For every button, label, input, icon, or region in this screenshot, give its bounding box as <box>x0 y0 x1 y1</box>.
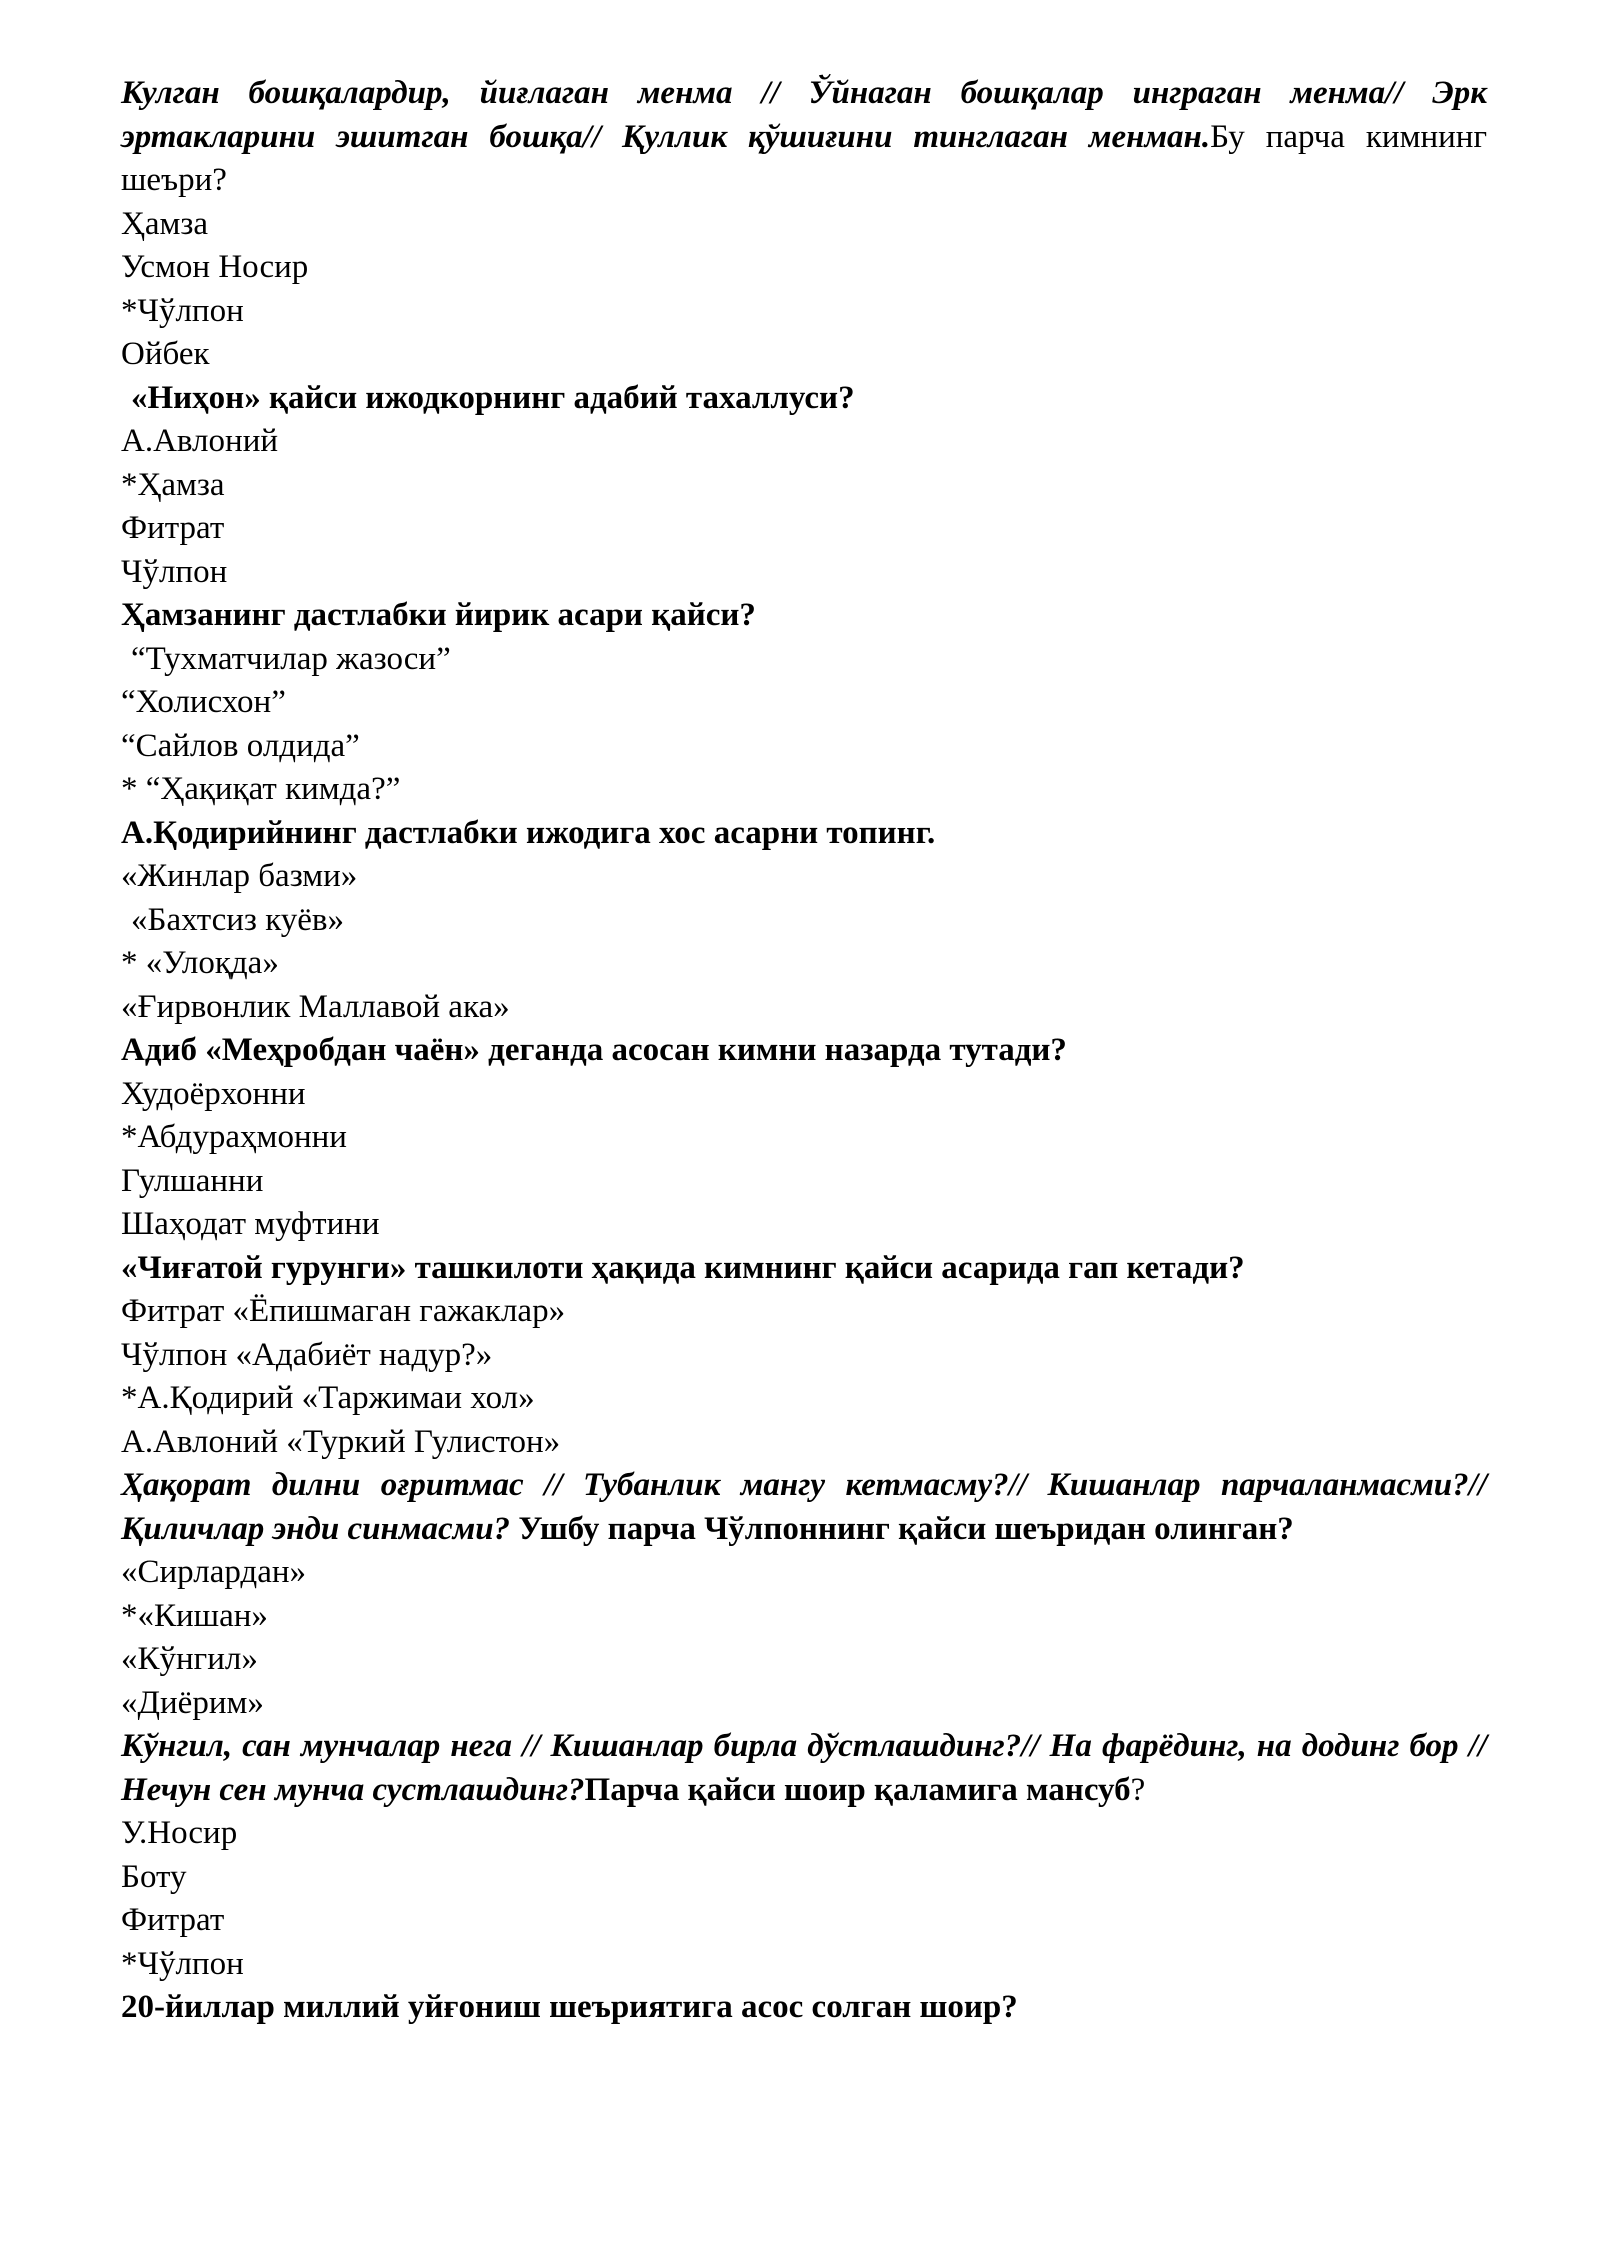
option: “Сайлов олдида” <box>121 727 360 764</box>
option: У.Носир <box>121 1815 238 1851</box>
question-5: Адиб «Меҳробдан чаён» деганда асосан кимни назарда тутади? <box>121 1032 1067 1068</box>
option: «Бахтсиз куёв» <box>131 901 344 938</box>
option: «Жинлар базми» <box>121 858 358 894</box>
question-9: 20-йиллар миллий уйғониш шеъриятига асос солган шоир? <box>121 1989 1018 2025</box>
option: «Диёрим» <box>121 1684 264 1721</box>
question-1 <box>121 72 1487 203</box>
question-1-prompt: Бу парча кимнинг шеъри? <box>121 118 1487 198</box>
document-page <box>121 72 1487 2030</box>
question-7 <box>121 1464 1487 1551</box>
option-correct: *Чўлпон <box>121 1945 244 1982</box>
option: А.Авлоний <box>121 423 279 459</box>
question-8 <box>121 1725 1487 1812</box>
option-correct: *А.Қодирий «Таржимаи хол» <box>121 1380 535 1416</box>
question-8-mark: ? <box>1130 1771 1146 1808</box>
question-2: «Ниҳон» қайси ижодкорнинг адабий тахаллуси? <box>131 379 855 416</box>
option: «Сирлардан» <box>121 1554 307 1590</box>
question-4: А.Қодирийнинг дастлабки ижодига хос асарни топинг. <box>121 814 936 851</box>
option: Фитрат <box>121 510 225 546</box>
question-7-quote: Ҳақорат дилни оғритмас // Тубанлик мангу кетмасму?// Кишанлар парчаланмасми?// Қиличлар энди синмасми? <box>121 1467 1487 1547</box>
option-correct: *«Кишан» <box>121 1597 268 1634</box>
option-correct: * “Ҳақиқат кимда?” <box>121 771 401 807</box>
option: Чўлпон «Адабиёт надур?» <box>121 1336 493 1373</box>
question-3: Ҳамзанинг дастлабки йирик асари қайси? <box>121 597 756 633</box>
option: «Кўнгил» <box>121 1641 258 1677</box>
option: Ҳамза <box>121 205 209 242</box>
option: “Тухматчилар жазоси” <box>131 640 451 677</box>
option: “Холисхон” <box>121 684 286 720</box>
question-8-quote: Кўнгил, сан мунчалар нега // Кишанлар бирла дўстлашдинг?// На фарёдинг, на додинг бор // Нечун сен мунча сустлашдинг? <box>121 1728 1487 1808</box>
option: Чўлпон <box>121 553 228 590</box>
option: Ойбек <box>121 336 210 372</box>
option: Усмон Носир <box>121 249 309 285</box>
question-6: «Чиғатой гурунги» ташкилоти ҳақида кимнинг қайси асарида гап кетади? <box>121 1249 1245 1286</box>
option-correct: *Абдураҳмонни <box>121 1119 347 1155</box>
question-7-prompt: Ушбу парча Чўлпоннинг қайси шеъридан олинган? <box>510 1510 1294 1547</box>
question-1-quote: Кулган бошқалардир, йиғлаган менма // Ўйнаган бошқалар инграган менма// Эрк эртакларини эшитган бошқа// Қуллик қўшиғини тинглаган менман. <box>121 75 1487 155</box>
option: Гулшанни <box>121 1162 264 1199</box>
option-correct: *Ҳамза <box>121 466 225 503</box>
option: Боту <box>121 1858 187 1895</box>
option: Худоёрхонни <box>121 1075 306 1112</box>
question-8-prompt: Парча қайси шоир қаламига мансуб <box>584 1771 1131 1808</box>
option: А.Авлоний «Туркий Гулистон» <box>121 1423 561 1460</box>
option: «Ғирвонлик Маллавой ака» <box>121 988 510 1025</box>
option: Фитрат <box>121 1902 225 1938</box>
option: Фитрат «Ёпишмаган гажаклар» <box>121 1293 566 1329</box>
option-correct: * «Улоқда» <box>121 945 279 981</box>
option-correct: *Чўлпон <box>121 292 244 329</box>
option: Шаҳодат муфтини <box>121 1206 380 1242</box>
